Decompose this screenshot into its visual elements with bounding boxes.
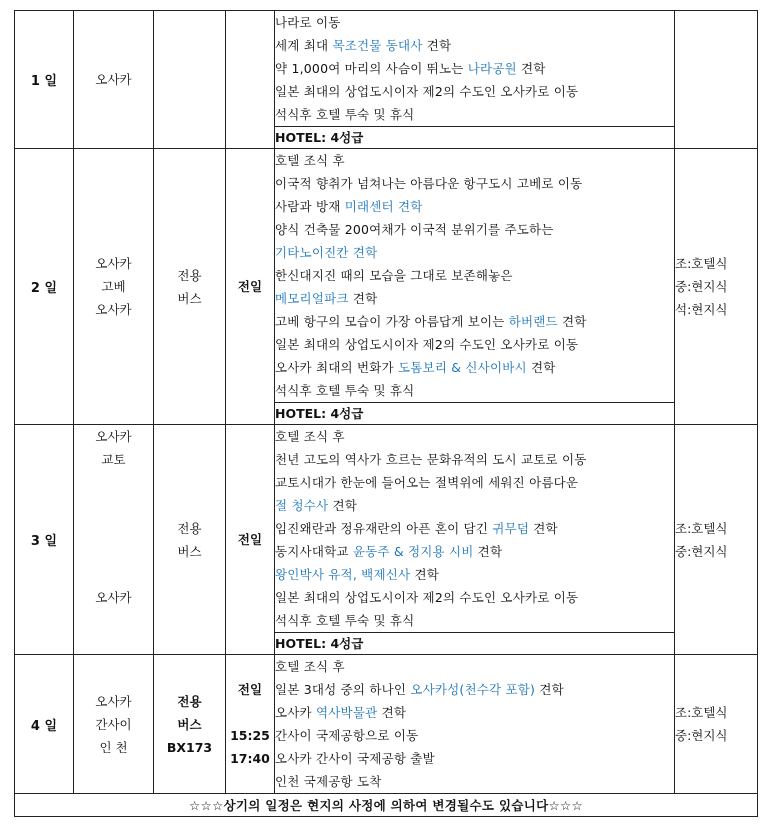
transport-list	[154, 690, 225, 759]
schedule-text: 견학	[535, 682, 564, 697]
list-line: 전용	[177, 693, 202, 709]
schedule-line	[275, 310, 674, 333]
meal-cell	[675, 149, 758, 425]
list-line: 조:호텔식	[675, 256, 728, 271]
schedule-line	[275, 425, 674, 448]
schedule-line	[275, 356, 674, 379]
day-label: 3 일	[15, 425, 74, 655]
list-line: 고베	[101, 279, 126, 294]
list-line: 버스	[177, 716, 202, 732]
schedule-text: 일본 최대의 상업도시이자 제2의 수도인 오사카로 이동	[275, 337, 579, 352]
highlight-text: 미래센터 견학	[344, 199, 423, 214]
time-list	[226, 528, 274, 551]
schedule-text: 고베 항구의 모습이 가장 아름답게 보이는	[275, 314, 509, 329]
city-list	[74, 690, 153, 759]
schedule-line	[275, 724, 674, 747]
schedule-text: 오사카 최대의 번화가	[275, 360, 398, 375]
schedule-text: 견학	[348, 291, 378, 306]
day-row	[15, 149, 758, 403]
schedule-line	[275, 34, 674, 57]
meal-cell	[675, 425, 758, 655]
city-cell	[74, 655, 154, 794]
schedule-cell	[275, 425, 675, 633]
list-line: 오사카	[95, 302, 132, 317]
schedule-text: 양식 건축물 200여채가 이국적 분위기를 주도하는	[275, 222, 554, 237]
list-line: 조:호텔식	[675, 705, 728, 720]
time-cell	[226, 11, 275, 149]
schedule-text: 견학	[422, 38, 452, 53]
highlight-text: 오사카성(천수각 포함)	[410, 682, 536, 697]
list-line: 중:현지식	[675, 279, 728, 294]
schedule-text: 석식후 호텔 투숙 및 휴식	[275, 613, 415, 628]
schedule-line	[275, 609, 674, 632]
footer-notice: ☆☆☆상기의 일정은 현지의 사정에 의하여 변경될수도 있습니다☆☆☆	[15, 794, 758, 817]
list-line: 버스	[177, 543, 202, 559]
day-row	[15, 11, 758, 127]
schedule-text: 호텔 조식 후	[275, 429, 345, 444]
schedule-text: 일본 최대의 상업도시이자 제2의 수도인 오사카로 이동	[275, 84, 579, 99]
schedule-line	[275, 655, 674, 678]
city-name: 오사카	[95, 590, 132, 605]
highlight-text: 윤동주 & 정지용 시비	[352, 544, 474, 559]
schedule-line	[275, 172, 674, 195]
schedule-text: 세계 최대	[275, 38, 333, 53]
city-cell	[74, 149, 154, 425]
schedule-text: 석식후 호텔 투숙 및 휴식	[275, 107, 415, 122]
schedule-text: 일본 최대의 상업도시이자 제2의 수도인 오사카로 이동	[275, 590, 579, 605]
list-line: 15:25	[230, 728, 270, 743]
schedule-list	[275, 11, 674, 126]
schedule-line	[275, 11, 674, 34]
transport-cell	[154, 425, 226, 655]
list-line: 중:현지식	[675, 543, 728, 559]
schedule-line	[275, 448, 674, 471]
schedule-line	[275, 103, 674, 126]
schedule-line	[275, 678, 674, 701]
schedule-list	[275, 425, 674, 632]
list-line: 전일	[237, 532, 263, 547]
schedule-line	[275, 586, 674, 609]
schedule-line	[275, 517, 674, 540]
highlight-text: 도톰보리 & 신사이바시	[398, 360, 527, 375]
transport-list	[154, 517, 225, 563]
list-line: 전용	[177, 267, 202, 283]
schedule-line	[275, 195, 674, 218]
time-list	[226, 678, 274, 770]
schedule-list	[275, 655, 674, 793]
schedule-text: 견학	[516, 61, 546, 76]
day-row	[15, 425, 758, 633]
schedule-text: 오사카 간사이 국제공항 출발	[275, 751, 435, 766]
schedule-cell	[275, 11, 675, 127]
meal-list	[675, 701, 757, 747]
highlight-text: 메모리얼파크	[275, 291, 349, 306]
schedule-text: 호텔 조식 후	[275, 659, 345, 674]
schedule-text: 교토시대가 한눈에 들어오는 절벽위에 세워진 아름다운	[275, 475, 579, 490]
schedule-line	[275, 218, 674, 241]
transport-list	[154, 264, 225, 310]
schedule-line	[275, 333, 674, 356]
schedule-line	[275, 241, 674, 264]
schedule-text: 천년 고도의 역사가 흐르는 문화유적의 도시 교토로 이동	[275, 452, 587, 467]
schedule-list	[275, 149, 674, 402]
city-cell	[74, 11, 154, 149]
schedule-text: 견학	[529, 521, 558, 536]
schedule-line	[275, 701, 674, 724]
city-cell	[74, 425, 154, 655]
schedule-line	[275, 57, 674, 80]
transport-cell	[154, 655, 226, 794]
highlight-text: 귀무덤	[492, 521, 530, 536]
list-line: 석:현지식	[675, 302, 728, 317]
meal-cell	[675, 655, 758, 794]
list-line: BX173	[166, 739, 213, 755]
schedule-cell	[275, 655, 675, 794]
schedule-text: 견학	[328, 498, 358, 513]
schedule-text: 석식후 호텔 투숙 및 휴식	[275, 383, 415, 398]
schedule-cell	[275, 149, 675, 403]
list-line: 중:현지식	[675, 728, 728, 743]
schedule-text: 견학	[377, 705, 407, 720]
schedule-line	[275, 747, 674, 770]
day-row	[15, 655, 758, 794]
time-cell	[226, 655, 275, 794]
schedule-line	[275, 471, 674, 494]
highlight-text: 기타노이진칸 견학	[275, 245, 378, 260]
day-label: 1 일	[15, 11, 74, 149]
schedule-line	[275, 494, 674, 517]
list-line: 17:40	[230, 751, 270, 766]
schedule-text: 한신대지진 때의 모습을 그대로 보존해놓은	[275, 268, 513, 283]
schedule-text: 호텔 조식 후	[275, 153, 345, 168]
list-line: 전용	[177, 520, 202, 536]
schedule-text: 오사카	[275, 705, 316, 720]
city-list	[74, 252, 153, 321]
schedule-line	[275, 563, 674, 586]
hotel-label: HOTEL: 4성급	[275, 633, 675, 655]
city-list	[74, 425, 153, 609]
list-line: 오사카	[95, 693, 132, 709]
meal-list	[675, 252, 757, 321]
schedule-line	[275, 540, 674, 563]
schedule-text: 간사이 국제공항으로 이동	[275, 728, 419, 743]
list-line: 전일	[237, 279, 263, 294]
city-name: 오사카	[95, 429, 132, 444]
list-line: 오사카	[95, 256, 132, 271]
list-line: 간사이	[95, 716, 132, 732]
highlight-text: 하버랜드	[508, 314, 558, 329]
schedule-text: 일본 3대성 중의 하나인	[275, 682, 411, 697]
time-cell	[226, 149, 275, 425]
transport-cell	[154, 11, 226, 149]
transport-cell	[154, 149, 226, 425]
list-line: 조:호텔식	[675, 520, 728, 536]
schedule-text: 이국적 향취가 넘쳐나는 아름다운 항구도시 고베로 이동	[275, 176, 583, 191]
schedule-line	[275, 287, 674, 310]
schedule-text: 견학	[473, 544, 503, 559]
highlight-text: 목조건물 동대사	[332, 38, 423, 53]
itinerary-table	[14, 10, 758, 817]
meal-list	[675, 517, 757, 563]
schedule-text: 약 1,000여 마리의 사슴이 뛰노는	[275, 61, 468, 76]
day-label: 2 일	[15, 149, 74, 425]
list-line: 전일	[237, 682, 263, 697]
schedule-text: 견학	[557, 314, 587, 329]
schedule-text: 견학	[410, 567, 440, 582]
schedule-text: 사람과 방재	[275, 199, 345, 214]
meal-cell	[675, 11, 758, 149]
city-list	[74, 68, 153, 91]
schedule-text: 견학	[526, 360, 556, 375]
schedule-line	[275, 770, 674, 793]
highlight-text: 왕인박사 유적, 백제신사	[275, 567, 411, 582]
time-cell	[226, 425, 275, 655]
schedule-text: 동지사대학교	[275, 544, 353, 559]
list-line: 버스	[177, 290, 202, 306]
highlight-text: 역사박물관	[316, 705, 378, 720]
highlight-text: 나라공원	[467, 61, 517, 76]
city-name: 교토	[101, 452, 126, 467]
list-line: 오사카	[95, 72, 132, 87]
schedule-text: 인천 국제공항 도착	[275, 774, 382, 789]
schedule-text: 임진왜란과 정유재란의 아픈 혼이 담긴	[275, 521, 493, 536]
list-line	[226, 701, 274, 724]
schedule-line	[275, 149, 674, 172]
hotel-label: HOTEL: 4성급	[275, 127, 675, 149]
schedule-text: 나라로 이동	[275, 15, 341, 30]
schedule-line	[275, 80, 674, 103]
time-list	[226, 275, 274, 298]
highlight-text: 절 청수사	[275, 498, 329, 513]
schedule-line	[275, 379, 674, 402]
hotel-label: HOTEL: 4성급	[275, 403, 675, 425]
list-line: 인 천	[99, 739, 128, 755]
schedule-line	[275, 264, 674, 287]
day-label: 4 일	[15, 655, 74, 794]
